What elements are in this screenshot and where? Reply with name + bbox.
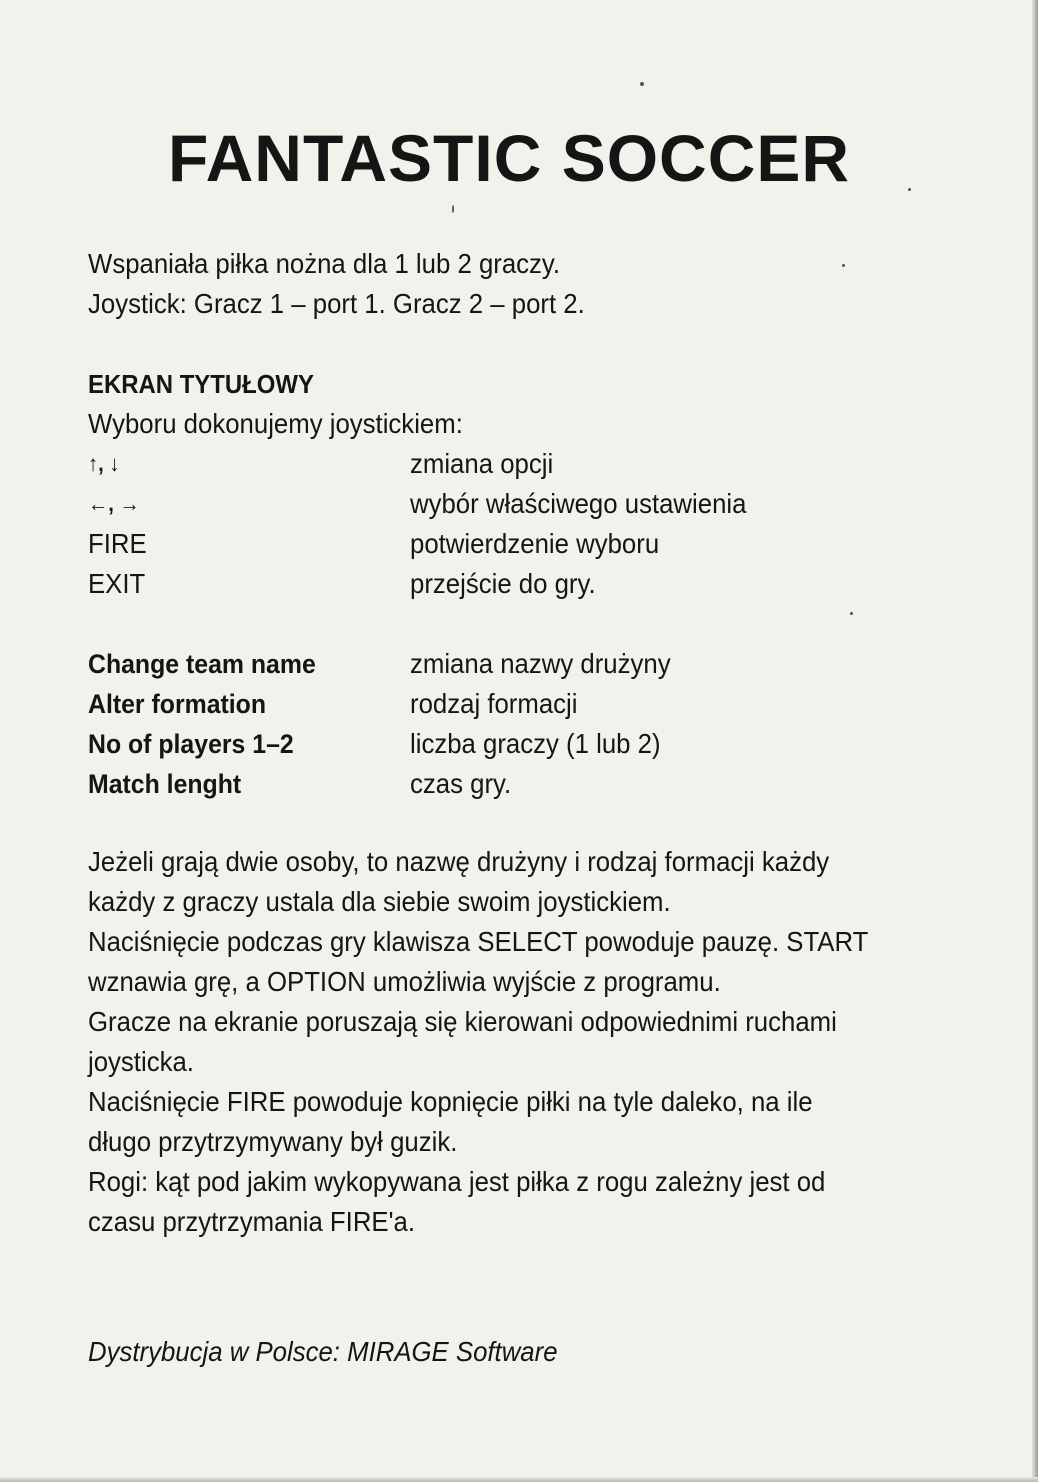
dust-speck (850, 612, 853, 615)
control-key: FIRE (88, 528, 147, 559)
option-label: Change team name (88, 649, 316, 679)
option-row (88, 644, 928, 684)
control-row (88, 484, 928, 524)
control-description: zmiana opcji (410, 448, 554, 479)
option-description: zmiana nazwy drużyny (410, 648, 671, 679)
body-line: czasu przytrzymania FIRE'a. (88, 1206, 416, 1237)
control-description: przejście do gry. (410, 568, 596, 599)
control-description: potwierdzenie wyboru (410, 528, 660, 559)
left-right-arrows-icon: ←, → (88, 491, 140, 516)
dust-speck (452, 205, 454, 213)
dust-speck (842, 264, 845, 267)
card-edge-bottom (0, 1477, 1038, 1482)
option-row (88, 764, 928, 804)
option-row (88, 724, 928, 764)
dust-speck (640, 82, 644, 86)
body-line: Gracze na ekranie poruszają się kierowani odpowiednimi ruchami (88, 1006, 837, 1037)
control-key: EXIT (88, 568, 146, 599)
option-row (88, 684, 928, 724)
option-label: Match lenght (88, 769, 242, 799)
section-subheading: Wyboru dokonujemy joystickiem: (88, 408, 463, 439)
control-row (88, 524, 928, 564)
intro-line-2: Joystick: Gracz 1 – port 1. Gracz 2 – port 2. (88, 288, 585, 319)
body-line: Rogi: kąt pod jakim wykopywana jest piłka z rogu zależny jest od (88, 1166, 826, 1197)
option-description: liczba graczy (1 lub 2) (410, 728, 661, 759)
distributor-footer: Dystrybucja w Polsce: MIRAGE Software (88, 1336, 558, 1367)
body-line: długo przytrzymywany był guzik. (88, 1126, 458, 1157)
control-row (88, 564, 928, 604)
body-line: joysticka. (88, 1046, 194, 1077)
page-title: FANTASTIC SOCCER (167, 121, 851, 195)
body-line: Jeżeli grają dwie osoby, to nazwę drużyny i rodzaj formacji każdy (88, 846, 830, 877)
control-row (88, 444, 928, 484)
card-edge-right (1032, 0, 1038, 1482)
intro-line-1: Wspaniała piłka nożna dla 1 lub 2 graczy. (88, 248, 561, 279)
up-down-arrows-icon: ↑, ↓ (88, 451, 120, 476)
option-label: Alter formation (88, 689, 267, 719)
option-description: czas gry. (410, 768, 512, 799)
body-line: każdy z graczy ustala dla siebie swoim joystickiem. (88, 886, 671, 917)
option-label: No of players 1–2 (88, 729, 294, 759)
body-line: wznawia grę, a OPTION umożliwia wyjście z programu. (88, 966, 721, 997)
body-line: Naciśnięcie FIRE powoduje kopnięcie piłki na tyle daleko, na ile (88, 1086, 813, 1117)
body-line: Naciśnięcie podczas gry klawisza SELECT powoduje pauzę. START (88, 926, 869, 957)
instructions-paragraph (88, 842, 1008, 1242)
control-description: wybór właściwego ustawienia (410, 488, 747, 519)
section-heading-title-screen: EKRAN TYTUŁOWY (88, 369, 314, 399)
option-description: rodzaj formacji (410, 688, 578, 719)
